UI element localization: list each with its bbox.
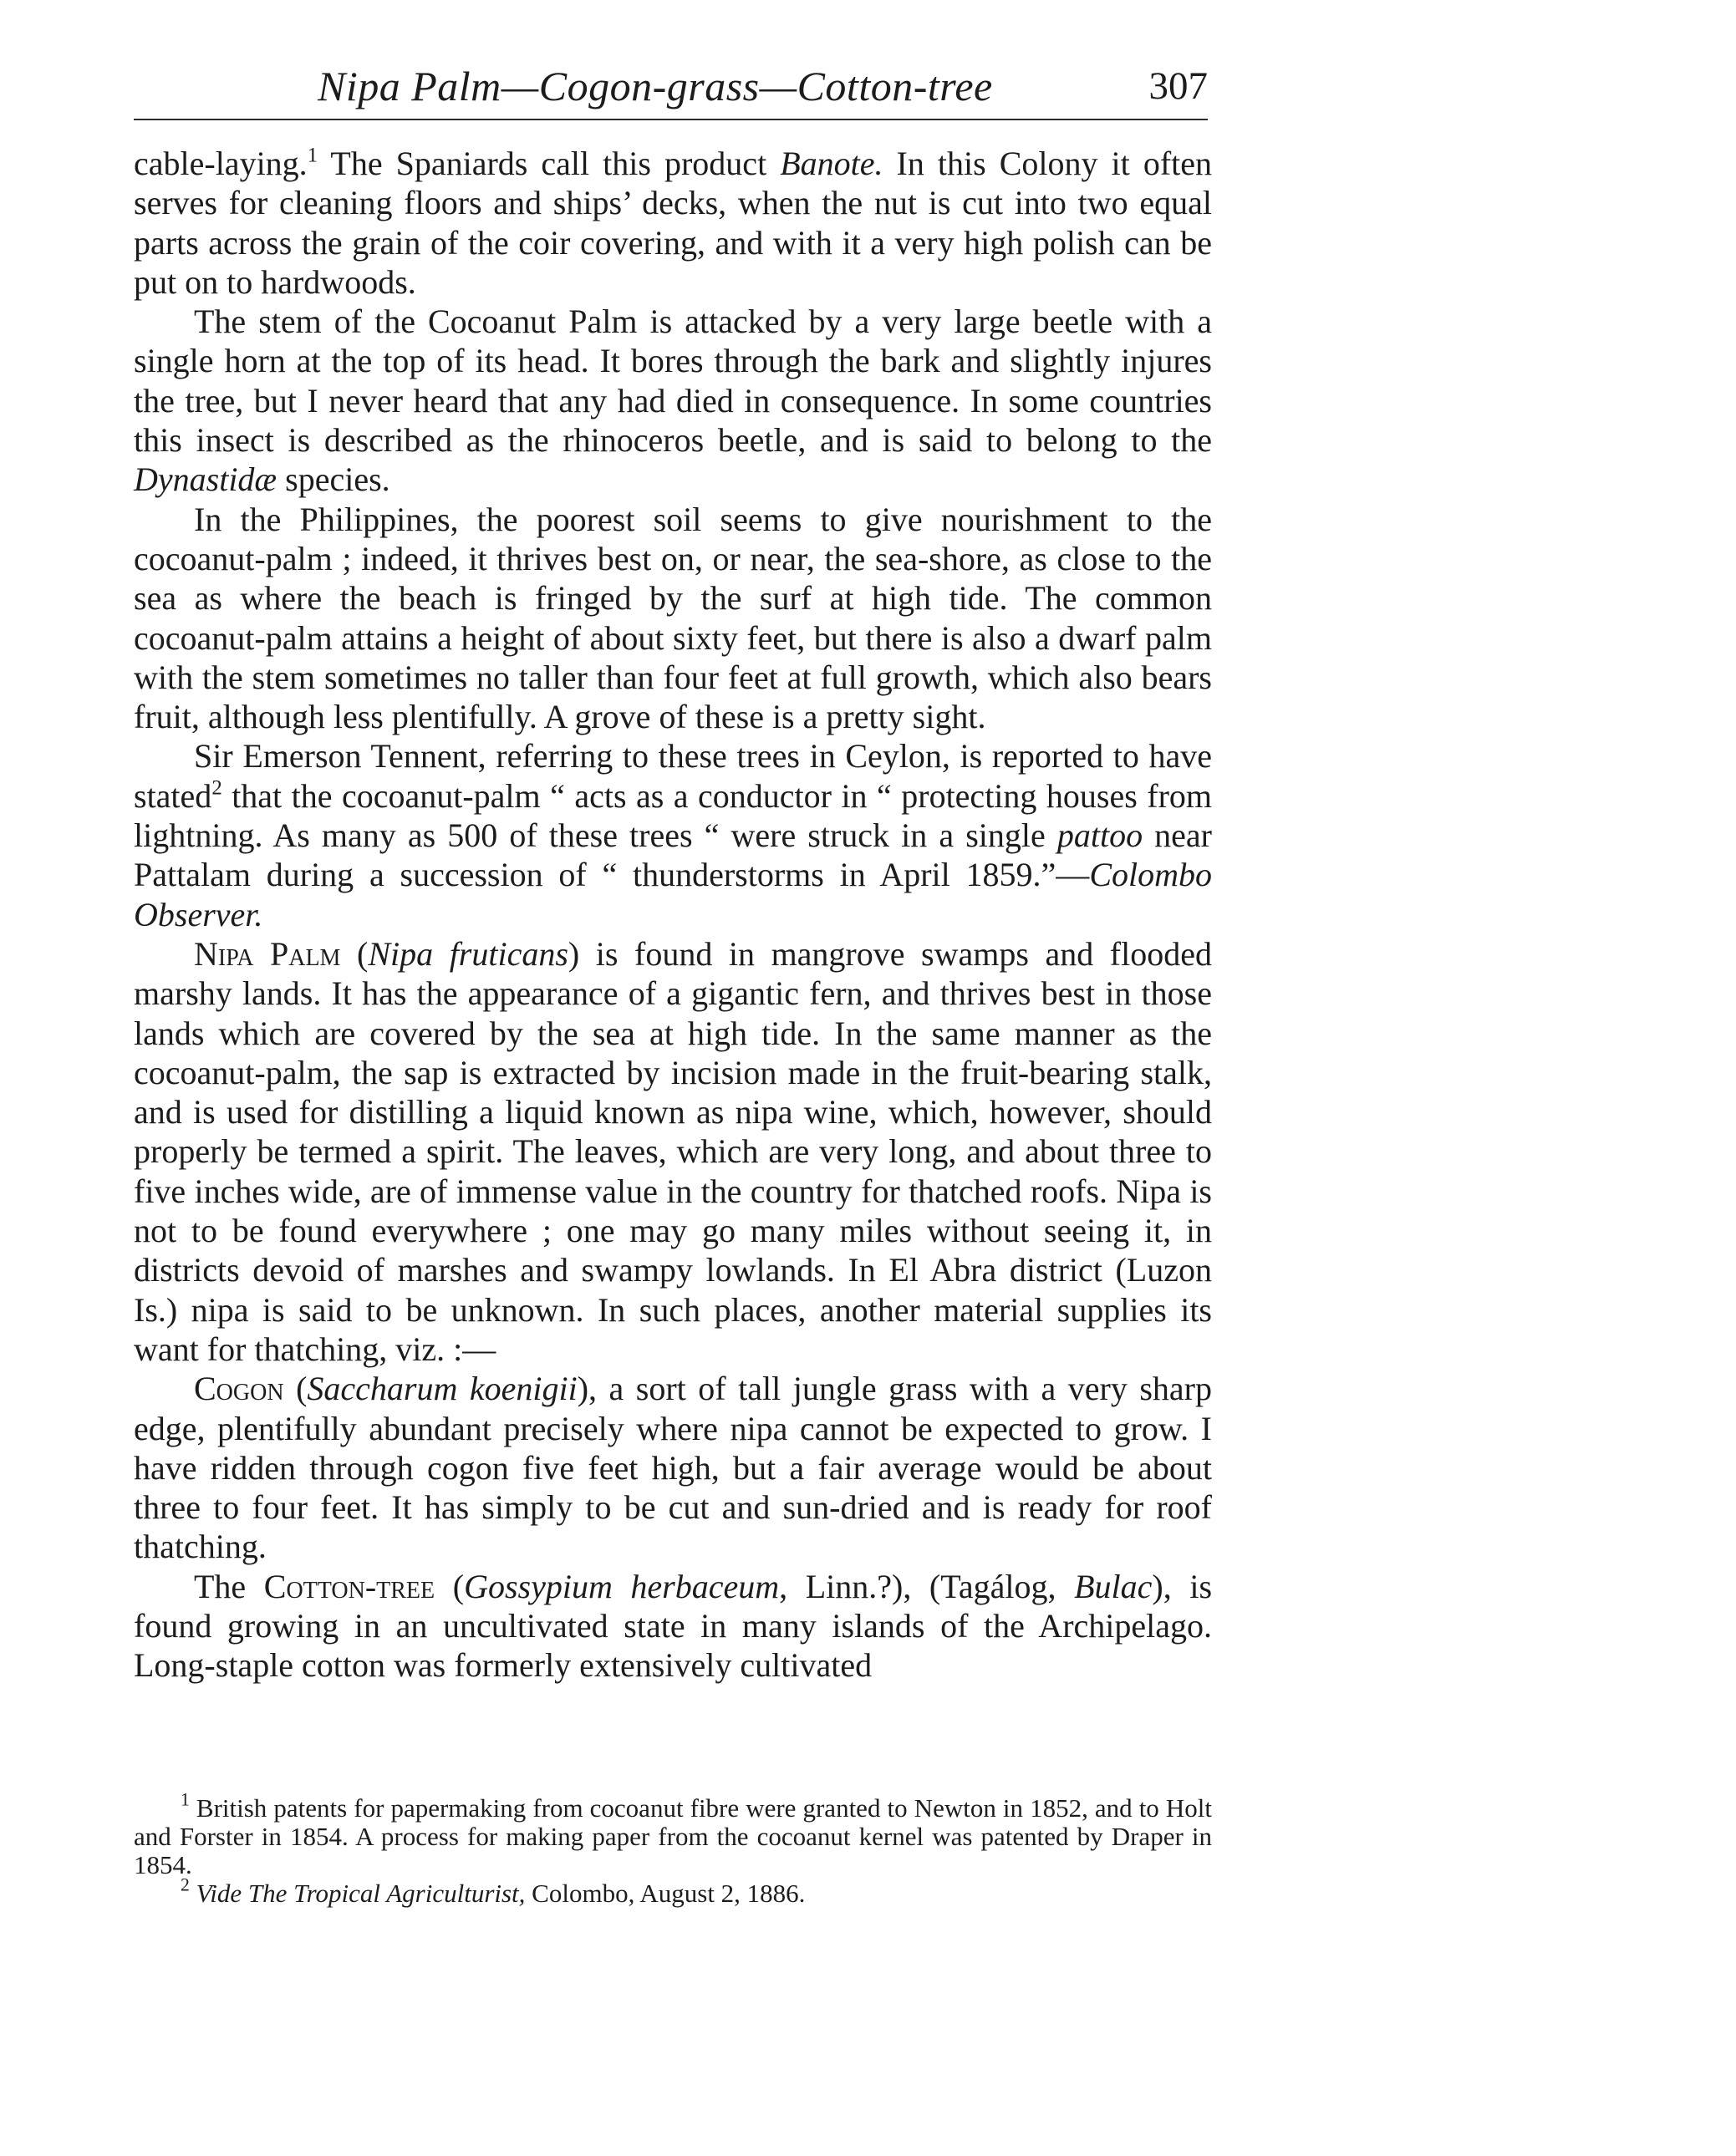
header-rule [134, 119, 1208, 120]
paragraph-beetle: The stem of the Cocoanut Palm is attacked by a very large beetle with a single horn at the top of its head. It bores through the bark and slightly injures the tree, but I never heard that any had died in consequence. In some countries this insect is described as the rhinoceros beetle, and is said to belong to the Dynastidæ species. [134, 303, 1212, 499]
page-header [134, 60, 1208, 112]
footnote-ref-2: 2 [211, 776, 222, 800]
body-text [134, 144, 1212, 1686]
footnote-1: $^1$ British patents for papermaking from cocoanut fibre were granted to Newton in 1852, and to Holt and Forster in 1854. A process for making paper from the cocoanut kernel was patented by Draper in 1854. [134, 1789, 1212, 1879]
paragraph-cogon: Cogon (Saccharum koenigii), a sort of tall jungle grass with a very sharp edge, plentifully abundant precisely where nipa cannot be expected to grow. I have ridden through cogon five feet high, but a fair average would be about three to four feet. It has simply to be cut and sun-dried and is ready for roof thatching. [134, 1370, 1212, 1566]
paragraph-philippines-soil: In the Philippines, the poorest soil seems to give nourishment to the cocoanut-palm ; indeed, it thrives best on, or near, the sea-shore, as close to the sea as where the beach is fringed by the surf at high tide. The common cocoanut-palm attains a height of about sixty feet, but there is also a dwarf palm with the stem sometimes no taller than four feet at full growth, which also bears fruit, although less plentifully. A grove of these is a pretty sight. [134, 500, 1212, 736]
section-term: Cotton-tree [263, 1567, 435, 1605]
paragraph-tennent: Sir Emerson Tennent, referring to these trees in Ceylon, is reported to have stated$^2$ that the cocoanut-palm “ acts as a conductor in “ protecting houses from lightning. As many as 500 of these trees “ were struck in a single pattoo near Pattalam during a succession of “ thunderstorms in April 1859.”—Colombo Observer. [134, 737, 1212, 933]
paragraph-cable-laying: cable-laying.$^1$ The Spaniards call this product Banote. In this Colony it often serves for cleaning floors and ships’ decks, when the nut is cut into two equal parts across the grain of the coir covering, and with it a very high polish can be put on to hardwoods. [134, 144, 1213, 301]
page-number: 307 [1148, 64, 1208, 108]
footnote-2: $^2$ Vide The Tropical Agriculturist, Colombo, August 2, 1886. [181, 1874, 806, 1908]
running-title: Nipa Palm—Cogon-grass—Cotton-tree [318, 63, 993, 109]
footnote-ref-1: 1 [307, 144, 318, 167]
footnotes [134, 1789, 1212, 1908]
paragraph-nipa-palm: Nipa Palm (Nipa fruticans) is found in mangrove swamps and flooded marshy lands. It has the appearance of a gigantic fern, and thrives best in those lands which are covered by the sea at high tide. In the same manner as the cocoanut-palm, the sap is extracted by incision made in the fruit-bearing stalk, and is used for distilling a liquid known as nipa wine, which, however, should properly be termed a spirit. The leaves, which are very long, and about three to five inches wide, are of immense value in the country for thatched roofs. Nipa is not to be found everywhere ; one may go many miles without seeing it, in districts devoid of marshes and swampy lowlands. In El Abra district (Luzon Is.) nipa is said to be unknown. In such places, another material supplies its want for thatching, viz. :— [134, 934, 1212, 1368]
section-term: Nipa Palm [194, 934, 341, 973]
paragraph-cotton-tree: The Cotton-tree (Gossypium herbaceum, Linn.?), (Tagálog, Bulac), is found growing in an uncultivated state in many islands of the Archipelago. Long-staple cotton was formerly extensively cultivated [134, 1567, 1213, 1685]
section-term: Cogon [194, 1370, 284, 1408]
